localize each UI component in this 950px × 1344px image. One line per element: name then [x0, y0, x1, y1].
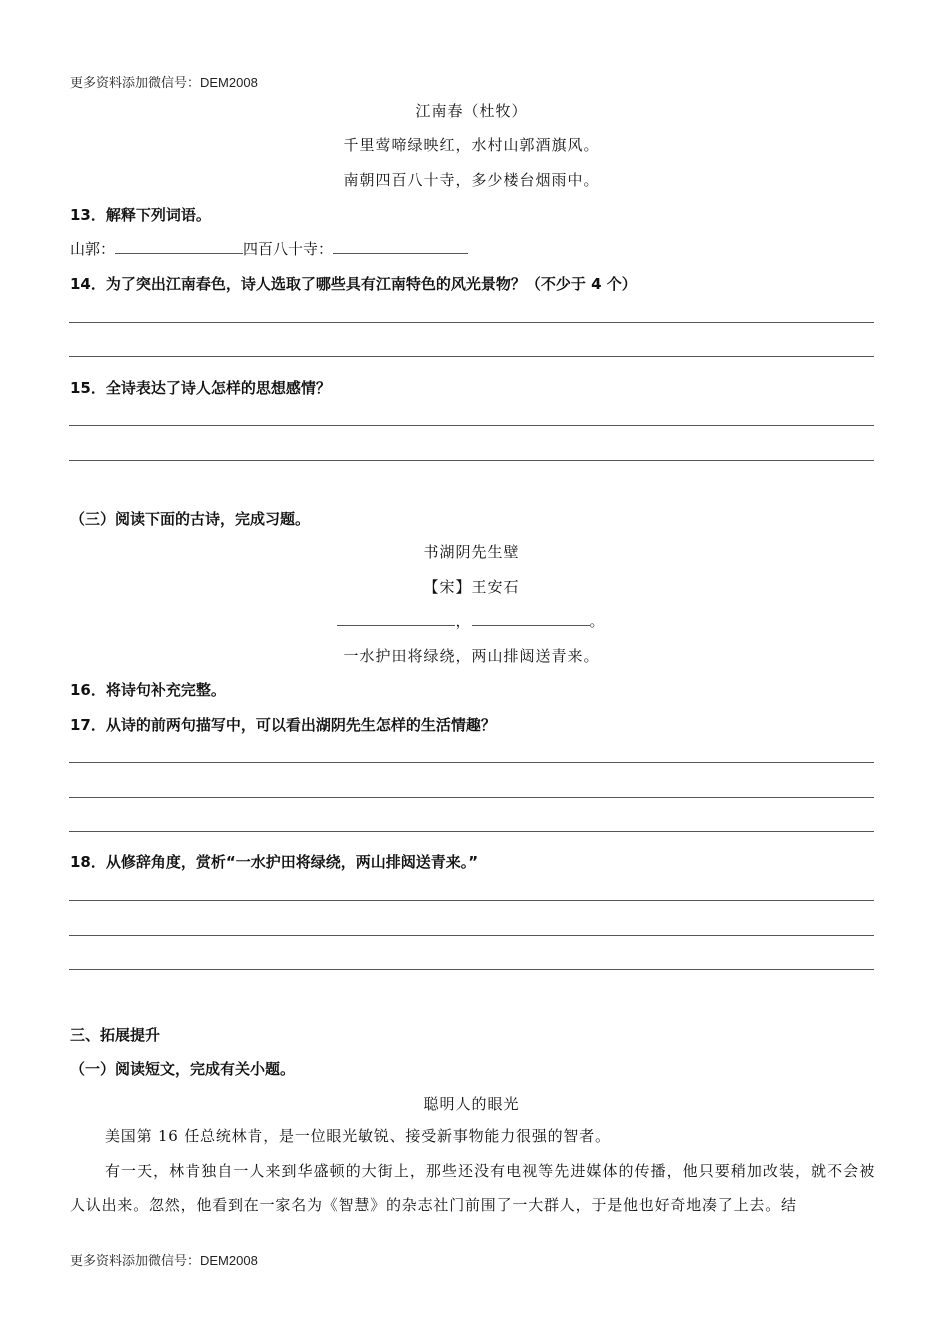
poem-line: 南朝四百八十寺，多少楼台烟雨中。 — [343, 171, 600, 189]
question-13: 13．解释下列词语。 — [70, 206, 211, 224]
punctuation: ， — [455, 612, 472, 630]
answer-blank[interactable] — [115, 239, 243, 254]
answer-line[interactable] — [69, 969, 874, 970]
question-15: 15．全诗表达了诗人怎样的思想感情？ — [70, 379, 331, 397]
answer-blank[interactable] — [333, 239, 468, 254]
poem-title: 江南春（杜牧） — [415, 102, 528, 120]
question-16: 16．将诗句补充完整。 — [70, 681, 226, 699]
poem-author: 【宋】王安石 — [423, 578, 520, 596]
answer-line[interactable] — [69, 460, 874, 461]
answer-line[interactable] — [69, 425, 874, 426]
poem-blank-line — [70, 610, 873, 631]
answer-line[interactable] — [69, 762, 874, 763]
poem-title: 书湖阴先生壁 — [423, 543, 520, 561]
q13-answer-row — [70, 238, 468, 259]
question-14: 14．为了突出江南春色，诗人选取了哪些具有江南特色的风光景物？（不少于 4 个） — [70, 275, 637, 293]
answer-line[interactable] — [69, 935, 874, 936]
q13-term-label: 四百八十寺： — [243, 240, 334, 258]
section-heading: （一）阅读短文，完成有关小题。 — [70, 1060, 296, 1078]
page-header-note: 更多资料添加微信号：DEM2008 — [70, 75, 258, 90]
question-18: 18．从修辞角度，赏析“一水护田将绿绕，两山排闼送青来。” — [70, 853, 479, 871]
q13-term-label: 山郭： — [70, 240, 116, 258]
answer-line[interactable] — [69, 900, 874, 901]
page-footer-note: 更多资料添加微信号：DEM2008 — [70, 1253, 258, 1268]
answer-line[interactable] — [69, 322, 874, 323]
answer-blank[interactable] — [337, 611, 455, 626]
answer-line[interactable] — [69, 797, 874, 798]
answer-line[interactable] — [69, 831, 874, 832]
article-paragraph: 有一天，林肯独自一人来到华盛顿的大街上，那些还没有电视等先进媒体的传播，他只要稍加改装，就不会被人认出来。忽然，他看到在一家名为《智慧》的杂志社门前围了一大群人，于是他也好奇地凑了上去。结 — [70, 1162, 875, 1214]
article-title: 聪明人的眼光 — [423, 1095, 520, 1113]
answer-line[interactable] — [69, 356, 874, 357]
question-17: 17．从诗的前两句描写中，可以看出湖阴先生怎样的生活情趣？ — [70, 716, 496, 734]
answer-blank[interactable] — [472, 611, 590, 626]
poem-line: 千里莺啼绿映红，水村山郭酒旗风。 — [343, 136, 600, 154]
article-paragraph: 美国第 16 任总统林肯，是一位眼光敏锐、接受新事物能力很强的智者。 — [105, 1127, 611, 1145]
poem-line: 一水护田将绿绕，两山排闼送青来。 — [343, 647, 600, 665]
part-heading: 三、拓展提升 — [70, 1026, 161, 1044]
punctuation: 。 — [589, 612, 606, 630]
section-heading: （三）阅读下面的古诗，完成习题。 — [70, 510, 311, 528]
